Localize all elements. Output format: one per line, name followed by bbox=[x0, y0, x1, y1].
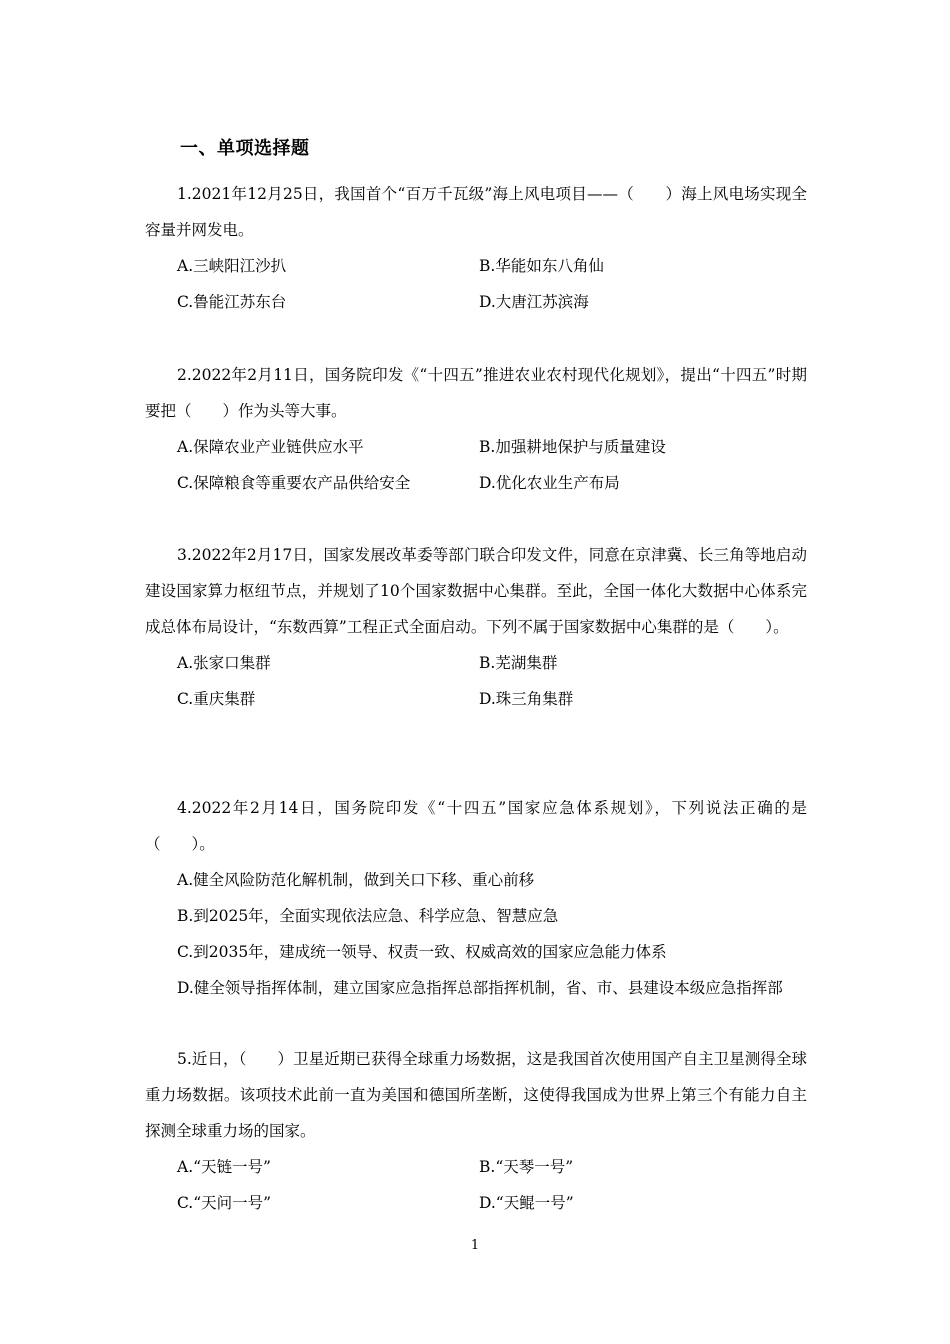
question-2 bbox=[145, 357, 807, 501]
option-c: C.到2035年，建成统一领导、权责一致、权威高效的国家应急能力体系 bbox=[177, 943, 667, 961]
option-c: C.重庆集群 bbox=[177, 690, 256, 708]
option-d: D.“天鲲一号” bbox=[479, 1194, 574, 1212]
option-d: D.大唐江苏滨海 bbox=[479, 293, 589, 311]
page-number: 1 bbox=[470, 1238, 480, 1253]
options-list bbox=[177, 248, 807, 320]
option-a: A.保障农业产业链供应水平 bbox=[177, 438, 364, 456]
option-b: B.华能如东八角仙 bbox=[479, 257, 604, 275]
question-3 bbox=[145, 537, 807, 717]
options-list bbox=[177, 1149, 807, 1221]
question-stem: 3.2022年2月17日，国家发展改革委等部门联合印发文件，同意在京津冀、长三角等地启动建设国家算力枢纽节点，并规划了10个国家数据中心集群。至此，全国一体化大数据中心体系完成总体布局设计，“东数西算”工程正式全面启动。下列不属于国家数据中心集群的是（ ）。 bbox=[145, 546, 807, 636]
option-d: D.珠三角集群 bbox=[479, 690, 574, 708]
option-d: D.健全领导指挥体制，建立国家应急指挥总部指挥机制，省、市、县建设本级应急指挥部 bbox=[177, 979, 783, 997]
question-stem: 4.2022年2月14日，国务院印发《“十四五”国家应急体系规划》，下列说法正确的是（ ）。 bbox=[145, 799, 807, 853]
option-a: A.健全风险防范化解机制，做到关口下移、重心前移 bbox=[177, 871, 535, 889]
option-a: A.张家口集群 bbox=[177, 654, 271, 672]
question-5 bbox=[145, 1041, 807, 1221]
option-c: C.鲁能江苏东台 bbox=[177, 293, 287, 311]
option-c: C.保障粮食等重要农产品供给安全 bbox=[177, 474, 411, 492]
question-stem: 2.2022年2月11日，国务院印发《“十四五”推进农业农村现代化规划》，提出“十四五”时期要把（ ）作为头等大事。 bbox=[145, 366, 807, 420]
option-b: B.到2025年，全面实现依法应急、科学应急、智慧应急 bbox=[177, 907, 559, 925]
question-1 bbox=[145, 176, 807, 320]
option-b: B.“天琴一号” bbox=[479, 1158, 574, 1176]
question-4 bbox=[145, 790, 807, 1006]
option-b: B.芜湖集群 bbox=[479, 654, 558, 672]
option-a: A.三峡阳江沙扒 bbox=[177, 257, 287, 275]
option-c: C.“天问一号” bbox=[177, 1194, 272, 1212]
section-title: 一、单项选择题 bbox=[180, 138, 310, 159]
option-d: D.优化农业生产布局 bbox=[479, 474, 620, 492]
options-list bbox=[177, 645, 807, 717]
options-list bbox=[177, 429, 807, 501]
question-stem: 1.2021年12月25日，我国首个“百万千瓦级”海上风电项目——（ ）海上风电场实现全容量并网发电。 bbox=[145, 185, 807, 239]
option-a: A.“天链一号” bbox=[177, 1158, 271, 1176]
question-stem: 5.近日，（ ）卫星近期已获得全球重力场数据，这是我国首次使用国产自主卫星测得全球重力场数据。该项技术此前一直为美国和德国所垄断，这使得我国成为世界上第三个有能力自主探测全球重力场的国家。 bbox=[145, 1050, 807, 1140]
option-b: B.加强耕地保护与质量建设 bbox=[479, 438, 666, 456]
options-list bbox=[177, 862, 807, 1006]
